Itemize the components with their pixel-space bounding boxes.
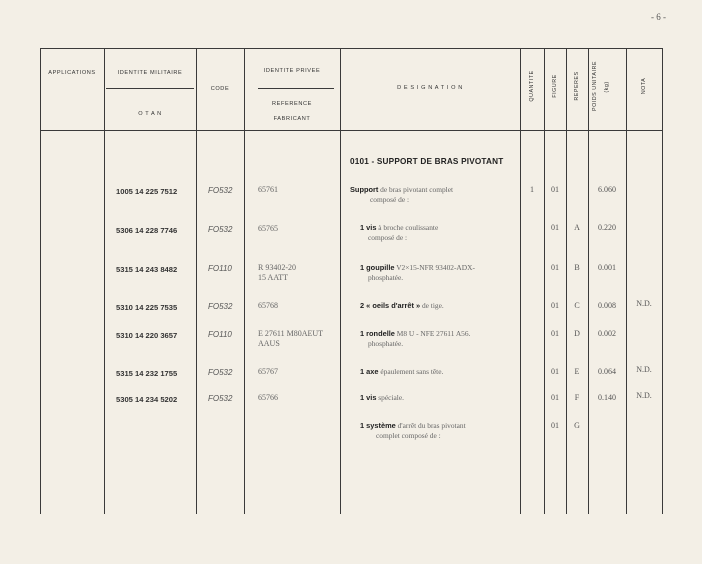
figure: 01: [551, 185, 559, 194]
otan-number: 1005 14 225 7512: [116, 187, 178, 196]
section-title: 0101 - SUPPORT DE BRAS PIVOTANT: [350, 157, 504, 166]
table-border-left: [40, 48, 41, 514]
unit-weight: 0.002: [598, 329, 616, 338]
repere: B: [574, 263, 580, 272]
otan-number: 5315 14 243 8482: [116, 265, 178, 274]
nota: N.D.: [636, 299, 652, 308]
designation: 1 axe épaulement sans tête.: [360, 367, 444, 376]
unit-weight: 6.060: [598, 185, 616, 194]
header-identite-privee: IDENTITE PRIVEE: [263, 68, 321, 74]
manufacturer-reference: R 93402-20 15 AATT: [258, 263, 296, 282]
unit-weight: 0.140: [598, 393, 616, 402]
header-code: CODE: [210, 86, 230, 92]
column-divider: [626, 48, 627, 514]
supplier-code: FO532: [208, 186, 233, 195]
designation: Support de bras pivotant complet composé de :: [350, 185, 454, 204]
otan-number: 5310 14 225 7535: [116, 303, 178, 312]
figure: 01: [551, 329, 559, 338]
manufacturer-reference: 65765: [258, 224, 278, 233]
nota: N.D.: [636, 391, 652, 400]
manufacturer-reference: E 27611 M80AEUT AAUS: [258, 329, 324, 348]
header-otan: O T A N: [138, 111, 162, 117]
otan-subheader-rule: [106, 88, 194, 89]
figure: 01: [551, 393, 559, 402]
header-fabricant: FABRICANT: [273, 116, 311, 122]
header-bottom-rule: [40, 130, 663, 131]
column-divider: [520, 48, 521, 514]
unit-weight: 0.064: [598, 367, 616, 376]
designation: 1 goupille V2×15-NFR 93402-ADX- phosphatée.: [360, 263, 475, 282]
designation: 1 vis à broche coulissante composé de :: [360, 223, 439, 242]
supplier-code: FO110: [208, 330, 232, 339]
figure: 01: [551, 301, 559, 310]
header-poids-unitaire: POIDS UNITAIRE: [592, 60, 598, 112]
otan-number: 5305 14 234 5202: [116, 395, 178, 404]
designation: 2 « oeils d'arrêt » de tige.: [360, 301, 444, 310]
header-figure: FIGURE: [552, 74, 558, 98]
header-quantite: QUANTITE: [529, 70, 535, 102]
column-divider: [340, 48, 341, 514]
supplier-code: FO532: [208, 394, 233, 403]
otan-number: 5315 14 232 1755: [116, 369, 178, 378]
header-reference: REFERENCE: [272, 101, 312, 107]
designation: 1 système d'arrêt du bras pivotant complet composé de :: [360, 421, 466, 440]
figure: 01: [551, 223, 559, 232]
manufacturer-reference: 65761: [258, 185, 278, 194]
figure: 01: [551, 421, 559, 430]
repere: D: [574, 329, 580, 338]
designation: 1 rondelle M8 U - NFE 27611 A56. phosphatée.: [360, 329, 471, 348]
manufacturer-reference: 65767: [258, 367, 278, 376]
header-identite-militaire: IDENTITE MILITAIRE: [117, 70, 183, 76]
figure: 01: [551, 263, 559, 272]
header-designation: D E S I G N A T I O N: [397, 85, 463, 91]
unit-weight: 0.001: [598, 263, 616, 272]
supplier-code: FO532: [208, 368, 233, 377]
repere: G: [574, 421, 580, 430]
column-divider: [566, 48, 567, 514]
otan-number: 5306 14 228 7746: [116, 226, 178, 235]
column-divider: [544, 48, 545, 514]
nota: N.D.: [636, 365, 652, 374]
repere: E: [574, 367, 580, 376]
header-nota: NOTA: [641, 77, 647, 95]
column-divider: [588, 48, 589, 514]
repere: F: [574, 393, 580, 402]
designation: 1 vis spéciale.: [360, 393, 404, 402]
supplier-code: FO110: [208, 264, 232, 273]
column-divider: [104, 48, 105, 514]
manufacturer-reference: 65766: [258, 393, 278, 402]
table-top-rule: [40, 48, 663, 49]
header-poids-unit-kg: (kg): [604, 81, 610, 93]
supplier-code: FO532: [208, 302, 233, 311]
supplier-code: FO532: [208, 225, 233, 234]
table-border-right: [662, 48, 663, 514]
manufacturer-reference: 65768: [258, 301, 278, 310]
repere: A: [574, 223, 580, 232]
repere: C: [574, 301, 580, 310]
unit-weight: 0.008: [598, 301, 616, 310]
reference-subheader-rule: [258, 88, 334, 89]
header-reperes: REPERES: [574, 71, 580, 101]
figure: 01: [551, 367, 559, 376]
unit-weight: 0.220: [598, 223, 616, 232]
header-applications: APPLICATIONS: [48, 70, 96, 76]
quantity: 1: [530, 185, 534, 194]
page-number: - 6 -: [651, 12, 666, 22]
otan-number: 5310 14 220 3657: [116, 331, 178, 340]
column-divider: [196, 48, 197, 514]
